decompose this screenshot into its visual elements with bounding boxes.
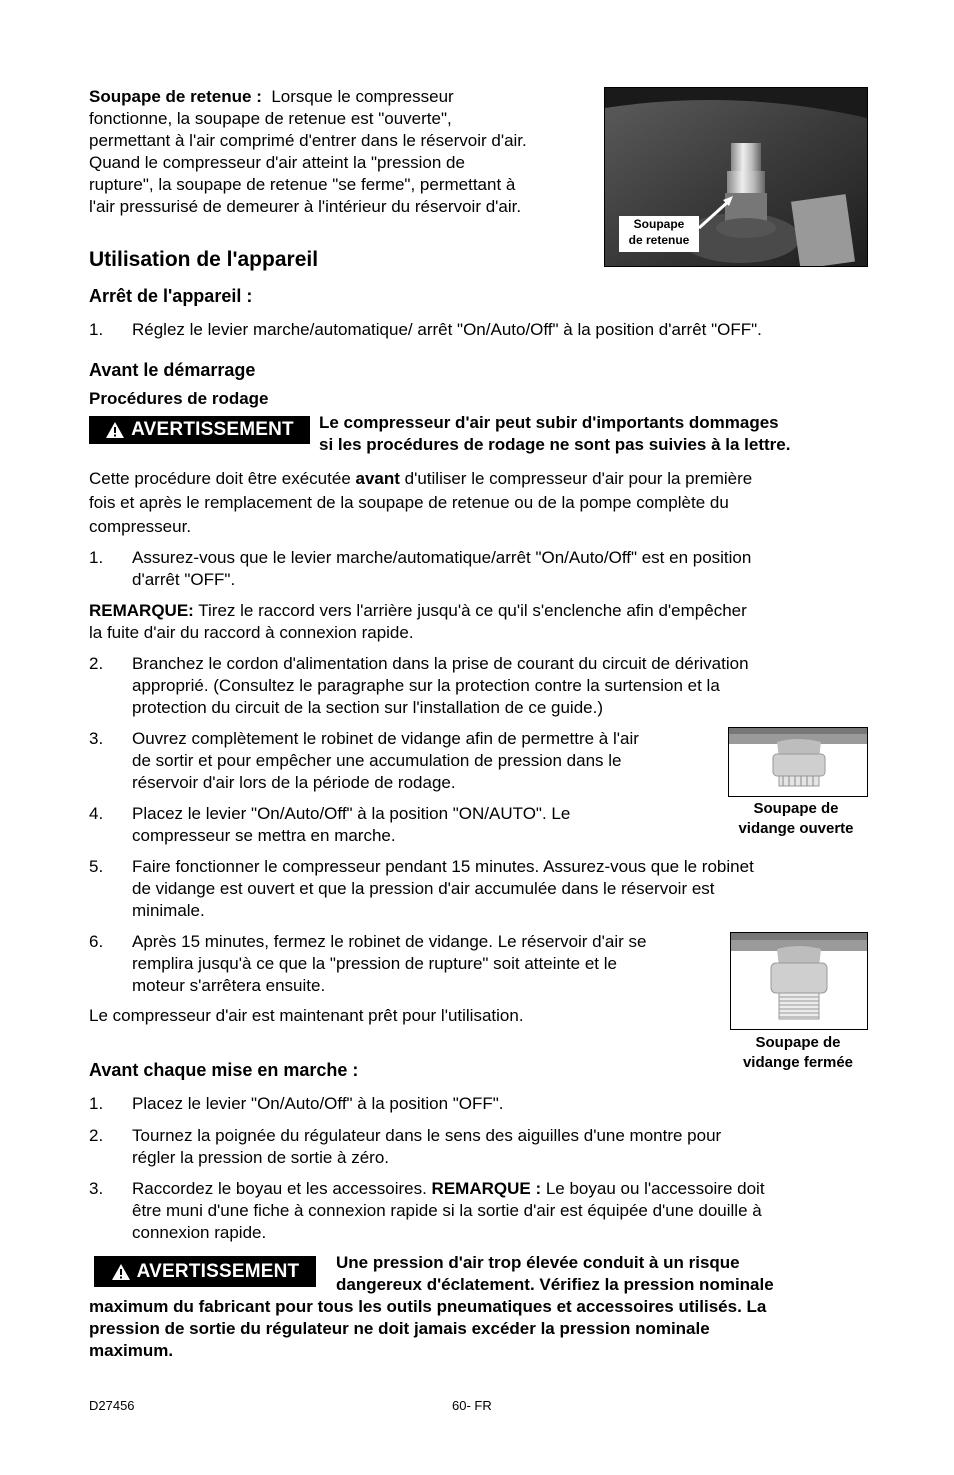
warning-triangle-icon [105,421,125,439]
check-valve-paragraph [89,86,604,218]
step-line: compresseur se mettra en marche. [132,826,396,845]
check-valve-line: permettant à l'air comprimé d'entrer dans le réservoir d'air. [89,131,527,150]
warning-line: Une pression d'air trop élevée conduit à un risque [336,1253,740,1272]
step-line: Ouvrez complètement le robinet de vidange afin de permettre à l'air [132,729,639,748]
step-number: 1. [89,320,104,339]
step-bold: REMARQUE : [431,1179,542,1198]
warning-badge [89,416,310,444]
warning-label: AVERTISSEMENT [131,419,294,440]
check-valve-line: l'air pressurisé de demeurer à l'intérieur du réservoir d'air. [89,197,522,216]
step-number: 1. [89,548,104,567]
step-line: connexion rapide. [132,1223,267,1242]
step-line: de sortir et pour empêcher une accumulation de pression dans le [132,751,622,770]
warning-line: si les procédures de rodage ne sont pas suivies à la lettre. [319,435,791,454]
step-line: remplira jusqu'à ce que la "pression de rupture" soit atteinte et le [132,954,617,973]
intro-text: Cette procédure doit être exécutée [89,469,356,488]
breakin-intro [89,468,879,538]
step-text: Raccordez le boyau et les accessoires. [132,1179,432,1198]
note-text: Tirez le raccord vers l'arrière jusqu'à ce qu'il s'enclenche afin d'empêcher [193,601,747,620]
drain-valve-open-caption [716,799,876,839]
step-line: de vidange est ouvert et que la pression d'air accumulée dans le réservoir est [132,879,715,898]
warning-line: Le compresseur d'air peut subir d'importants dommages [319,413,779,432]
warning-label: AVERTISSEMENT [136,1260,300,1282]
note-quick-connect [89,600,879,644]
ready-text: Le compresseur d'air est maintenant prêt pour l'utilisation. [89,1006,524,1025]
step-number: 1. [89,1094,104,1113]
step-line: réservoir d'air lors de la période de rodage. [132,773,456,792]
heading-usage: Utilisation de l'appareil [89,248,319,271]
note-text: la fuite d'air du raccord à connexion rapide. [89,623,414,642]
warning-line: maximum. [89,1341,174,1360]
step-line: minimale. [132,901,205,920]
drain-valve-open-illustration [729,728,867,796]
caption-line: vidange ouverte [738,820,854,837]
warning-badge-2 [94,1256,316,1287]
step-line: Après 15 minutes, fermez le robinet de vidange. Le réservoir d'air se [132,932,647,951]
step-text: Le boyau ou l'accessoire doit [541,1179,765,1198]
drain-valve-closed-photo [730,932,868,1030]
check-valve-photo [604,87,868,267]
warning-line: pression de sortie du régulateur ne doit jamais excéder la pression nominale [89,1319,710,1338]
step-line: Tournez la poignée du régulateur dans le sens des aiguilles d'une montre pour [132,1126,722,1145]
heading-before-start: Avant le démarrage [89,360,256,380]
caption-line: Soupape [633,217,685,231]
caption-line: Soupape de [753,800,839,817]
check-valve-line: Quand le compresseur d'air atteint la "pression de [89,153,465,172]
step-line: Faire fonctionner le compresseur pendant 15 minutes. Assurez-vous que le robinet [132,857,754,876]
step-number: 3. [89,729,104,748]
drain-valve-open-photo [728,727,868,797]
step-line: protection du circuit de la section sur l'installation de ce guide.) [132,698,604,717]
check-valve-line: fonctionne, la soupape de retenue est "ouverte", [89,109,452,128]
step-line: moteur s'arrêtera ensuite. [132,976,326,995]
caption-line: vidange fermée [742,1054,854,1071]
drain-valve-closed-caption [718,1033,878,1073]
warning-triangle-icon [111,1263,131,1281]
check-valve-caption [619,216,699,248]
intro-bold: avant [355,469,400,488]
caption-line: Soupape de [755,1034,841,1051]
step-line: Assurez-vous que le levier marche/automatique/arrêt "On/Auto/Off" est en position [132,548,752,567]
step-line: Placez le levier "On/Auto/Off" à la position "ON/AUTO". Le [132,804,571,823]
heading-stop: Arrêt de l'appareil : [89,286,253,306]
heading-breakin: Procédures de rodage [89,389,269,408]
step-number: 5. [89,857,104,876]
step-line: être muni d'une fiche à connexion rapide si la sortie d'air est équipée d'une douille à [132,1201,762,1220]
warning-line: dangereux d'éclatement. Vérifiez la pression nominale [336,1275,774,1294]
intro-text: compresseur. [89,517,192,536]
step-number: 3. [89,1179,104,1198]
check-valve-line: rupture", la soupape de retenue "se ferme", permettant à [89,175,516,194]
check-valve-line: Lorsque le compresseur [271,87,454,106]
step-line: Branchez le cordon d'alimentation dans la prise de courant du circuit de dérivation [132,654,749,673]
warning2-text-top [336,1252,886,1296]
step-line: d'arrêt "OFF". [132,570,236,589]
step-number: 2. [89,1126,104,1145]
step-line: approprié. (Consultez le paragraphe sur la protection contre la surtension et la [132,676,720,695]
intro-text: d'utiliser le compresseur d'air pour la première [399,469,753,488]
drain-valve-closed-illustration [731,933,867,1029]
heading-each-start: Avant chaque mise en marche : [89,1060,359,1080]
warning-line: maximum du fabricant pour tous les outils pneumatiques et accessoires utilisés. La [89,1297,767,1316]
warning1-text [319,412,879,456]
step-line: Placez le levier "On/Auto/Off" à la position "OFF". [132,1094,504,1113]
footer-page-number: 60- FR [452,1398,492,1413]
note-label: REMARQUE: [89,601,194,620]
step-line: régler la pression de sortie à zéro. [132,1148,390,1167]
step-number: 6. [89,932,104,951]
step-number: 2. [89,654,104,673]
step-number: 4. [89,804,104,823]
caption-line: de retenue [628,233,690,247]
step-text: Réglez le levier marche/automatique/ arrêt "On/Auto/Off" à la position d'arrêt "OFF". [132,320,762,339]
warning2-text-bottom [89,1296,879,1362]
check-valve-label: Soupape de retenue : [89,87,262,106]
intro-text: fois et après le remplacement de la soupape de retenue ou de la pompe complète du [89,493,729,512]
footer-model: D27456 [89,1398,135,1413]
